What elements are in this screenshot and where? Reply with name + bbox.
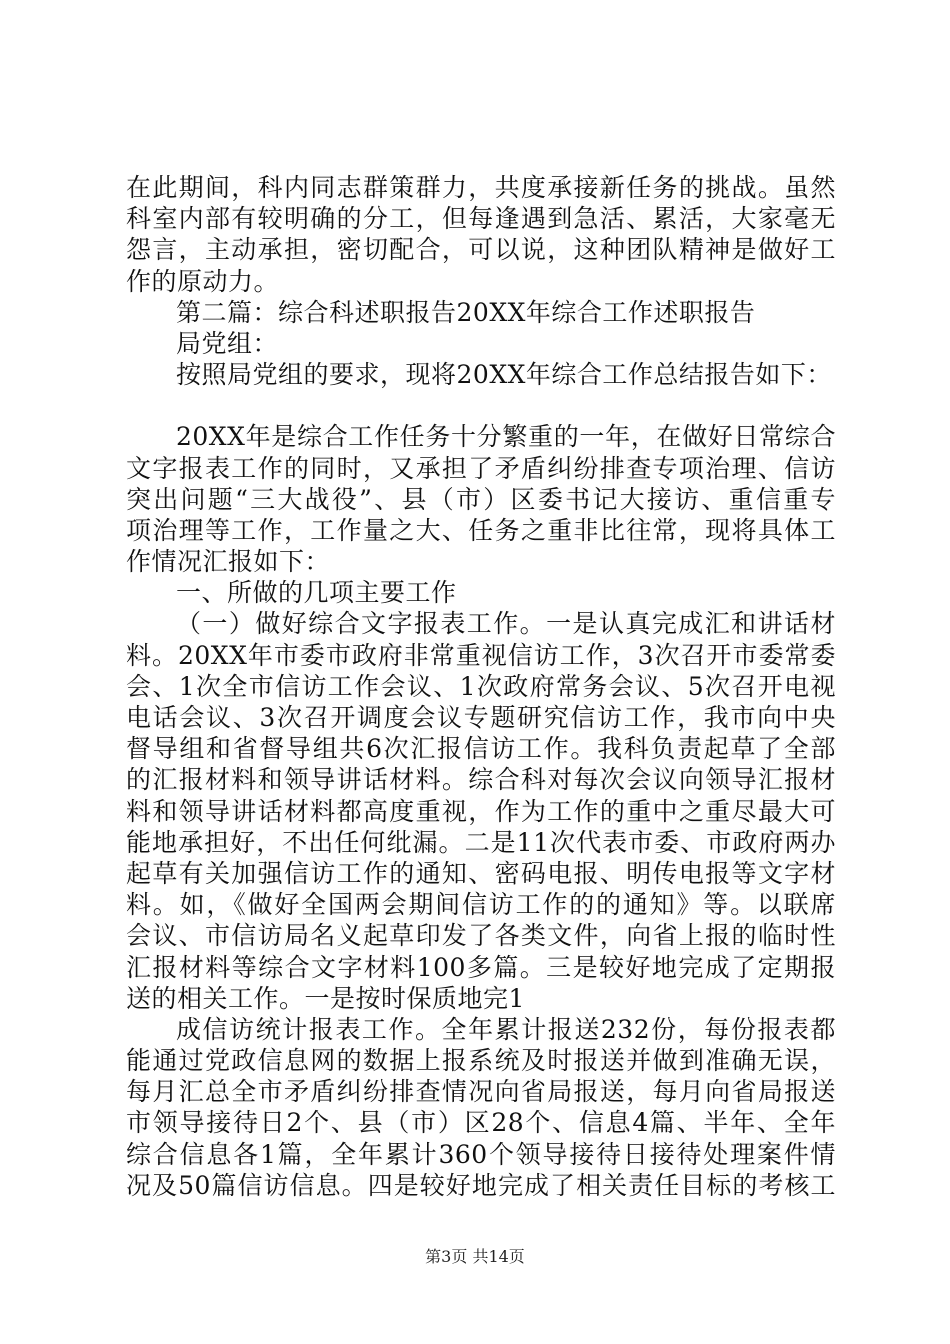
text-line: 每月汇总全市矛盾纠纷排查情况向省局报送，每月向省局报送 bbox=[126, 1077, 836, 1107]
text-line: 突出问题“三大战役”、县（市）区委书记大接访、重信重专 bbox=[126, 484, 836, 514]
page-footer: 第3页 共14页 bbox=[425, 1247, 525, 1266]
document-body bbox=[126, 172, 836, 1201]
text-line: 第二篇：综合科述职报告20XX年综合工作述职报告 bbox=[176, 297, 756, 327]
text-line: 文字报表工作的同时，又承担了矛盾纠纷排查专项治理、信访 bbox=[126, 453, 836, 483]
text-line: 市领导接待日2个、县（市）区28个、信息4篇、半年、全年 bbox=[126, 1108, 836, 1138]
text-line: 送的相关工作。一是按时保质地完1 bbox=[126, 983, 525, 1013]
text-line: 项治理等工作，工作量之大、任务之重非比往常，现将具体工 bbox=[126, 515, 836, 545]
text-line: 会议、市信访局名义起草印发了各类文件，向省上报的临时性 bbox=[126, 921, 836, 951]
text-line: 局党组： bbox=[176, 328, 279, 358]
text-line: 在此期间，科内同志群策群力，共度承接新任务的挑战。虽然 bbox=[126, 173, 836, 202]
text-line: 况及50篇信访信息。四是较好地完成了相关责任目标的考核工 bbox=[126, 1170, 836, 1200]
text-line: 的汇报材料和领导讲话材料。综合科对每次会议向领导汇报材 bbox=[126, 765, 836, 795]
text-line: 作情况汇报如下： bbox=[126, 547, 331, 577]
text-line: 电话会议、3次召开调度会议专题研究信访工作，我市向中央 bbox=[126, 703, 836, 732]
text-line: 起草有关加强信访工作的通知、密码电报、明传电报等文字材 bbox=[126, 858, 836, 888]
text-line: 作的原动力。 bbox=[126, 266, 280, 296]
blank-line bbox=[176, 390, 836, 421]
text-line: 料。20XX年市委市政府非常重视信访工作，3次召开市委常委 bbox=[126, 640, 836, 670]
text-line: 成信访统计报表工作。全年累计报送232份，每份报表都 bbox=[176, 1014, 836, 1044]
text-line: 料和领导讲话材料都高度重视，作为工作的重中之重尽最大可 bbox=[126, 796, 836, 826]
text-line: 料。如，《做好全国两会期间信访工作的的通知》等。以联席 bbox=[126, 890, 836, 920]
text-line: 能通过党政信息网的数据上报系统及时报送并做到准确无误， bbox=[126, 1046, 836, 1076]
text-line: 能地承担好，不出任何纰漏。二是11次代表市委、市政府两办 bbox=[126, 827, 836, 857]
text-line: 怨言，主动承担，密切配合，可以说，这种团队精神是做好工 bbox=[126, 235, 836, 265]
text-line: 会、1次全市信访工作会议、1次政府常务会议、5次召开电视 bbox=[126, 671, 836, 701]
text-line: 一、所做的几项主要工作 bbox=[176, 578, 457, 608]
text-line: 按照局党组的要求，现将20XX年综合工作总结报告如下： bbox=[176, 360, 832, 390]
text-line: （一）做好综合文字报表工作。一是认真完成汇和讲话材 bbox=[176, 609, 836, 639]
text-line: 20XX年是综合工作任务十分繁重的一年，在做好日常综合 bbox=[176, 422, 836, 452]
text-line: 科室内部有较明确的分工，但每逢遇到急活、累活，大家毫无 bbox=[126, 204, 836, 234]
text-line: 汇报材料等综合文字材料100多篇。三是较好地完成了定期报 bbox=[126, 952, 836, 982]
text-line: 综合信息各1篇，全年累计360个领导接待日接待处理案件情 bbox=[126, 1139, 836, 1169]
text-line: 督导组和省督导组共6次汇报信访工作。我科负责起草了全部 bbox=[126, 734, 836, 764]
